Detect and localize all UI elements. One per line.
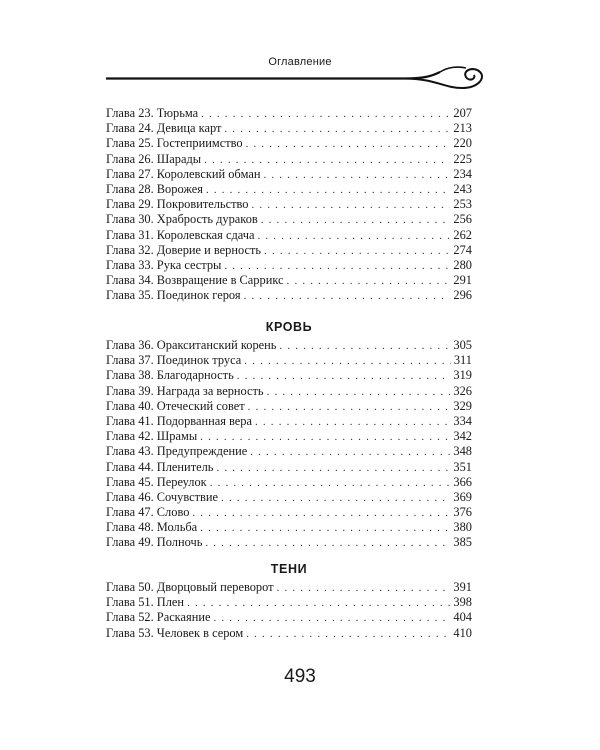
toc-entry: Глава 47. Слово . . . 376 [106, 505, 472, 520]
running-title: Оглавление [268, 56, 332, 68]
toc-entry: Глава 45. Переулок . . . 366 [106, 475, 472, 490]
page-number: 493 [284, 666, 316, 687]
toc-entry: Глава 50. Дворцовый переворот . . . 391 [106, 580, 472, 595]
toc-entry: Глава 44. Пленитель . . . 351 [106, 460, 472, 475]
toc-entry: Глава 37. Поединок труса . . . 311 [106, 353, 472, 368]
toc-entry: Глава 48. Мольба . . . 380 [106, 520, 472, 535]
toc-entry: Глава 43. Предупреждение . . . 348 [106, 444, 472, 459]
flourish-rule-ornament [106, 66, 496, 100]
toc-section-3 [106, 580, 472, 641]
toc-entry: Глава 40. Отеческий совет . . . 329 [106, 399, 472, 414]
toc-entry: Глава 36. Оракситанский корень . . . 305 [106, 338, 472, 353]
toc-entry: Глава 42. Шрамы . . . 342 [106, 429, 472, 444]
toc-entry: Глава 53. Человек в сером . . . 410 [106, 626, 472, 641]
toc-entry: Глава 49. Полночь . . . 385 [106, 535, 472, 550]
toc-entry: Глава 41. Подорванная вера . . . 334 [106, 414, 472, 429]
toc-entry: Глава 28. Ворожея . . . 243 [106, 182, 472, 197]
toc-entry: Глава 32. Доверие и верность . . . 274 [106, 243, 472, 258]
toc-section-1 [106, 106, 472, 303]
part-title-shadows: ТЕНИ [270, 562, 308, 576]
part-title-blood: КРОВЬ [265, 320, 313, 334]
toc-section-2 [106, 338, 472, 551]
toc-entry: Глава 39. Награда за верность . . . 326 [106, 384, 472, 399]
toc-entry: Глава 25. Гостеприимство . . . 220 [106, 136, 472, 151]
toc-entry: Глава 52. Раскаяние . . . 404 [106, 610, 472, 625]
toc-entry: Глава 23. Тюрьма . . . 207 [106, 106, 472, 121]
toc-entry: Глава 46. Сочувствие . . . 369 [106, 490, 472, 505]
toc-entry: Глава 34. Возвращение в Саррикс . . . 291 [106, 273, 472, 288]
toc-entry: Глава 30. Храбрость дураков . . . 256 [106, 212, 472, 227]
toc-entry: Глава 26. Шарады . . . 225 [106, 152, 472, 167]
toc-entry: Глава 33. Рука сестры . . . 280 [106, 258, 472, 273]
toc-entry: Глава 35. Поединок героя . . . 296 [106, 288, 472, 303]
toc-entry: Глава 24. Девица карт . . . 213 [106, 121, 472, 136]
toc-entry: Глава 51. Плен . . . 398 [106, 595, 472, 610]
toc-entry: Глава 31. Королевская сдача . . . 262 [106, 228, 472, 243]
toc-entry: Глава 27. Королевский обман . . . 234 [106, 167, 472, 182]
toc-entry: Глава 29. Покровительство . . . 253 [106, 197, 472, 212]
toc-entry: Глава 38. Благодарность . . . 319 [106, 368, 472, 383]
